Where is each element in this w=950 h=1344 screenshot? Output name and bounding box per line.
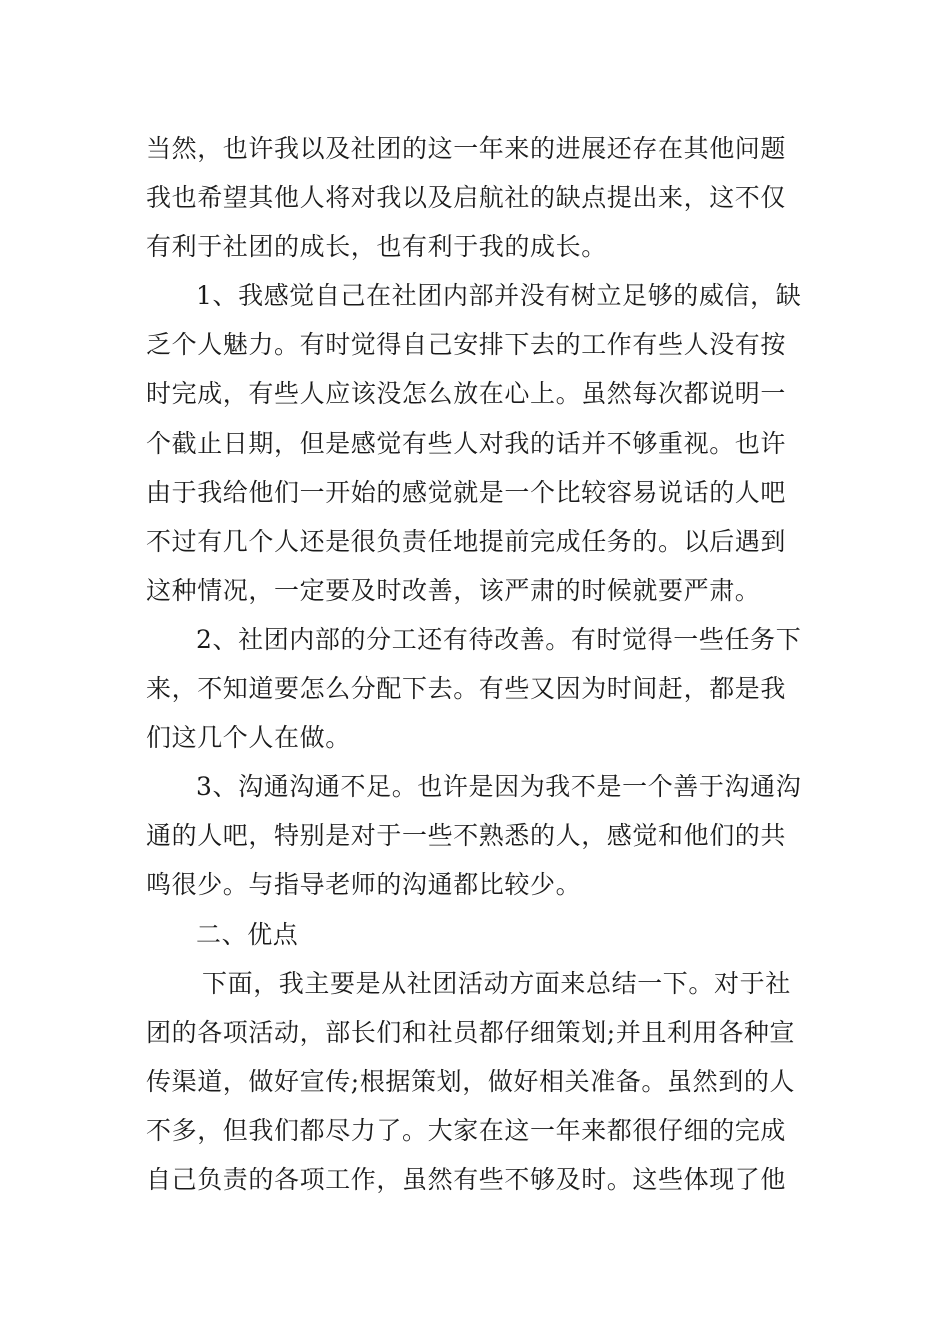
paragraph-line-1: 当然，也许我以及社团的这一年来的进展还存在其他问题 [146,134,787,163]
paragraph-line-8: 由于我给他们一开始的感觉就是一个比较容易说话的人吧 [146,477,787,507]
paragraph-line-6: 时完成，有些人应该没怎么放在心上。虽然每次都说明一 [146,379,787,409]
paragraph-line-20: 传渠道，做好宣传;根据策划，做好相关准备。虽然到的人 [146,1066,796,1096]
document-body [146,124,816,1204]
section-heading-advantages: 二、优点 [196,919,299,949]
paragraph-line-13: 们这几个人在做。 [146,723,351,753]
paragraph-line-14: 3、沟通沟通不足。也许是因为我不是一个善于沟通沟 [196,772,802,802]
paragraph-line-15: 通的人吧，特别是对于一些不熟悉的人，感觉和他们的共 [146,821,787,851]
paragraph-line-18: 下面，我主要是从社团活动方面来总结一下。对于社 [202,968,791,998]
paragraph-line-3: 有利于社团的成长，也有利于我的成长。 [146,232,607,262]
paragraph-line-21: 不多，但我们都尽力了。大家在这一年来都很仔细的完成 [146,1115,787,1145]
paragraph-line-7: 个截止日期，但是感觉有些人对我的话并不够重视。也许 [146,428,787,458]
paragraph-line-2: 我也希望其他人将对我以及启航社的缺点提出来，这不仅 [146,183,787,213]
paragraph-line-19: 团的各项活动，部长们和社员都仔细策划;并且利用各种宣 [146,1017,796,1047]
paragraph-line-4: 1、我感觉自己在社团内部并没有树立足够的威信，缺 [196,281,802,311]
paragraph-line-12: 来，不知道要怎么分配下去。有些又因为时间赶，都是我 [146,674,787,704]
paragraph-line-5: 乏个人魅力。有时觉得自己安排下去的工作有些人没有按 [146,330,787,360]
paragraph-line-11: 2、社团内部的分工还有待改善。有时觉得一些任务下 [196,624,802,654]
paragraph-line-16: 鸣很少。与指导老师的沟通都比较少。 [146,870,582,900]
paragraph-line-10: 这种情况，一定要及时改善，该严肃的时候就要严肃。 [146,575,761,605]
paragraph-line-9: 不过有几个人还是很负责任地提前完成任务的。以后遇到 [146,526,787,556]
paragraph-line-22: 自己负责的各项工作，虽然有些不够及时。这些体现了他 [146,1164,787,1194]
